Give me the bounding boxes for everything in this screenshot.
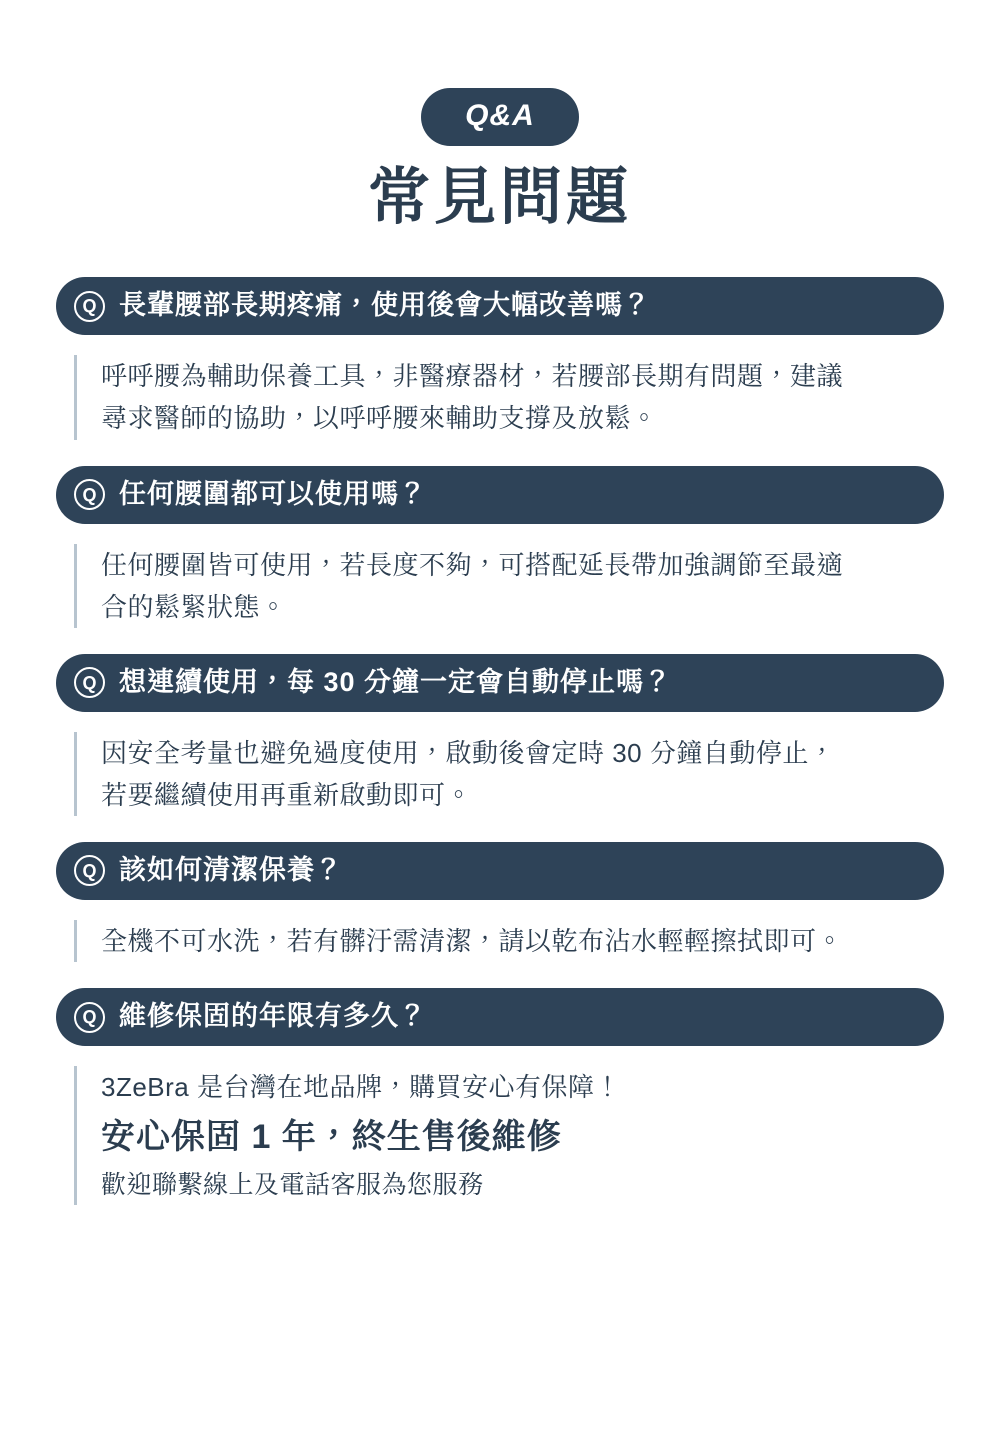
faq-answer [74, 920, 944, 962]
page-header [0, 0, 1000, 233]
faq-answer [74, 544, 944, 628]
faq-question[interactable] [56, 277, 944, 335]
faq-question-text: 維修保固的年限有多久？ [119, 1001, 427, 1032]
faq-question[interactable] [56, 842, 944, 900]
question-marker-icon: Q [74, 479, 105, 510]
faq-question[interactable] [56, 466, 944, 524]
faq-answer-line: 全機不可水洗，若有髒汙需清潔，請以乾布沾水輕輕擦拭即可。 [101, 925, 844, 956]
faq-question-text: 長輩腰部長期疼痛，使用後會大幅改善嗎？ [119, 290, 651, 321]
faq-answer [74, 355, 944, 439]
faq-answer-highlight: 安心保固 1 年，終生售後維修 [101, 1118, 562, 1157]
faq-item [56, 654, 944, 816]
faq-item [56, 277, 944, 439]
question-marker-icon: Q [74, 855, 105, 886]
faq-answer-line: 尋求醫師的協助，以呼呼腰來輔助支撐及放鬆。 [101, 403, 658, 434]
faq-question[interactable] [56, 654, 944, 712]
question-marker-icon: Q [74, 291, 105, 322]
faq-question-text: 該如何清潔保養？ [119, 855, 343, 886]
page-title: 常見問題 [367, 163, 632, 232]
faq-answer-line: 3ZeBra 是台灣在地品牌，購買安心有保障！ [101, 1072, 621, 1103]
faq-answer-subtext: 歡迎聯繫線上及電話客服為您服務 [101, 1171, 484, 1200]
faq-item [56, 842, 944, 962]
faq-item [56, 466, 944, 628]
question-marker-icon: Q [74, 1002, 105, 1033]
faq-answer-line: 任何腰圍皆可使用，若長度不夠，可搭配延長帶加強調節至最適 [101, 549, 844, 580]
faq-question-text: 想連續使用，每 30 分鐘一定會自動停止嗎？ [119, 666, 673, 697]
faq-answer-line: 因安全考量也避免過度使用，啟動後會定時 30 分鐘自動停止， [101, 737, 836, 768]
faq-answer [74, 1066, 944, 1205]
faq-answer-line: 若要繼續使用再重新啟動即可。 [101, 779, 473, 810]
faq-question-text: 任何腰圍都可以使用嗎？ [119, 478, 427, 509]
faq-answer-line: 合的鬆緊狀態。 [101, 591, 287, 622]
faq-item [56, 988, 944, 1205]
question-marker-icon: Q [74, 667, 105, 698]
faq-question[interactable] [56, 988, 944, 1046]
faq-answer [74, 732, 944, 816]
faq-list [0, 277, 1000, 1205]
faq-answer-line: 呼呼腰為輔助保養工具，非醫療器材，若腰部長期有問題，建議 [101, 361, 844, 392]
qa-badge: Q&A [421, 88, 579, 146]
